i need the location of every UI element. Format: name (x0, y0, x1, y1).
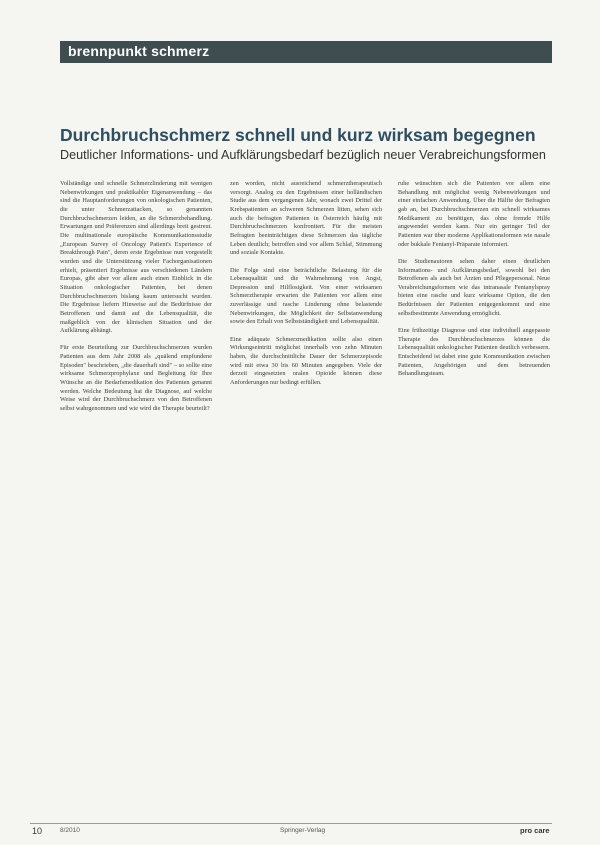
journal-name: pro care (520, 826, 550, 835)
paragraph: ruhe wünschten sich die Patienten vor allem eine Behandlung mit möglichst wenig Nebenwirkungen und einer einfachen Anwendung. Über die Hälfte der Befragten gab an, bei Durchbruchschmerzen ein schnell wirksames Medikament zu benötigen, das ohne fremde Hilfe angewendet werden kann. Nur ein geringer Teil der Patienten war über moderne Applikationsformen wie nasale oder bukkale Fentanyl-Präparate informiert. (398, 180, 550, 248)
text-column-3 (398, 180, 550, 820)
paragraph: Die Folge sind eine beträchtliche Belastung für die Lebensqualität und die Wahrnehmung von Angst, Depression und Hilflosigkeit. Von einer wirksamen Schmerztherapie erwarten die Patienten vor allem eine zuverlässige und rasche Linderung ohne belastende Nebenwirkungen, die Möglichkeit der Selbstanwendung sowie den Erhalt von Selbstständigkeit und Lebensqualität. (230, 266, 382, 326)
article-title: Durchbruchschmerz schnell und kurz wirksam begegnen (60, 125, 536, 145)
paragraph: Eine frühzeitige Diagnose und eine individuell angepasste Therapie des Durchbruchschmerzes können die Lebensqualität onkologischer Patienten deutlich verbessern. Entscheidend ist dabei eine gute Kommunikation zwischen Patienten, Angehörigen und dem betreuenden Behandlungsteam. (398, 327, 550, 378)
publisher-label: Springer-Verlag (280, 827, 326, 834)
paragraph: Für erste Beurteilung zur Durchbruchschmerzen wurden Patienten aus dem Jahr 2008 als „quälend empfundene Episoden" beschrieben, „die dauerhaft sind" – so sollte eine wirksame Schmerzprophylaxe und Begleitung für Ihre Wünsche an die Bedarfsmedikation des Patienten genannt werden. Welche Bedeutung hat die Diagnose, auf welche Weise wird der Durchbruchschmerz von den Betroffenen selbst wahrgenommen und wie wird die Therapie beurteilt? (60, 344, 212, 412)
section-banner (60, 41, 552, 63)
text-column-1 (60, 180, 212, 820)
section-label: brennpunkt schmerz (68, 43, 210, 59)
paragraph: Vollständige und schnelle Schmerzlinderung mit wenigen Nebenwirkungen und praktikabler Eigenanwendung – das sind die Hauptanforderungen von onkologischen Patienten, die unter Schmerzattacken, so genannten Durchbruchschmerzen leiden, an die Schmerzbehandlung. Erwartungen und Präferenzen sind allerdings breit gestreut. Die multinationale europäische Kommunikationsstudie „European Survey of Oncology Patient's Experience of Breakthrough Pain", deren erste Ergebnisse nun vorgestellt wurden und die Unterstützung vieler Fachorganisationen erhielt, präsentiert Ergebnisse aus verschiedenen Ländern Europas, gibt aber vor allem auch einen Einblick in die Situation onkologischer Patienten, bei denen Durchbruchschmerzen bislang kaum untersucht wurden. Die Ergebnisse liefern Hinweise auf die Bedürfnisse der Betroffenen und damit auf die Lebensqualität, die maßgeblich von der klinischen Situation und der Aufklärung abhängt. (60, 180, 212, 335)
issue-label: 8/2010 (60, 827, 80, 834)
paragraph: Eine adäquate Schmerzmedikation sollte also einen Wirkungseintritt möglichst innerhalb von zehn Minuten haben, die durchschnittliche Dauer der Schmerzepisode wird mit etwa 30 bis 60 Minuten angegeben. Viele der derzeit eingesetzten oralen Opioide können diese Anforderungen nur bedingt erfüllen. (230, 335, 382, 386)
paragraph: zen worden, nicht ausreichend schmerztherapeutisch versorgt. Analog zu den Ergebnissen einer holländischen Studie aus dem vergangenen Jahr, wonach zwei Drittel der Krebspatienten an schweren Schmerzen litten, sehen sich auch die befragten Patienten in Österreich häufig mit Durchbruchschmerzen konfrontiert. Für die meisten Befragten beeinträchtigen diese Schmerzen das tägliche Leben deutlich; betroffen sind vor allem Schlaf, Stimmung und soziale Kontakte. (230, 180, 382, 257)
paragraph: Die Studienautoren sehen daher einen deutlichen Informations- und Aufklärungsbedarf, sowohl bei den Betroffenen als auch bei Ärzten und Pflegepersonal. Neue Verabreichungsformen wie das intranasale Fentanylspray bieten eine rasche und kurz wirksame Option, die den Bedürfnissen der Patienten entgegenkommt und eine selbstbestimmte Anwendung ermöglicht. (398, 257, 550, 317)
footer-divider (30, 823, 552, 824)
page-number: 10 (32, 826, 43, 836)
text-column-2 (230, 180, 382, 820)
article-subtitle: Deutlicher Informations- und Aufklärungsbedarf bezüglich neuer Verabreichungsformen (60, 148, 546, 162)
